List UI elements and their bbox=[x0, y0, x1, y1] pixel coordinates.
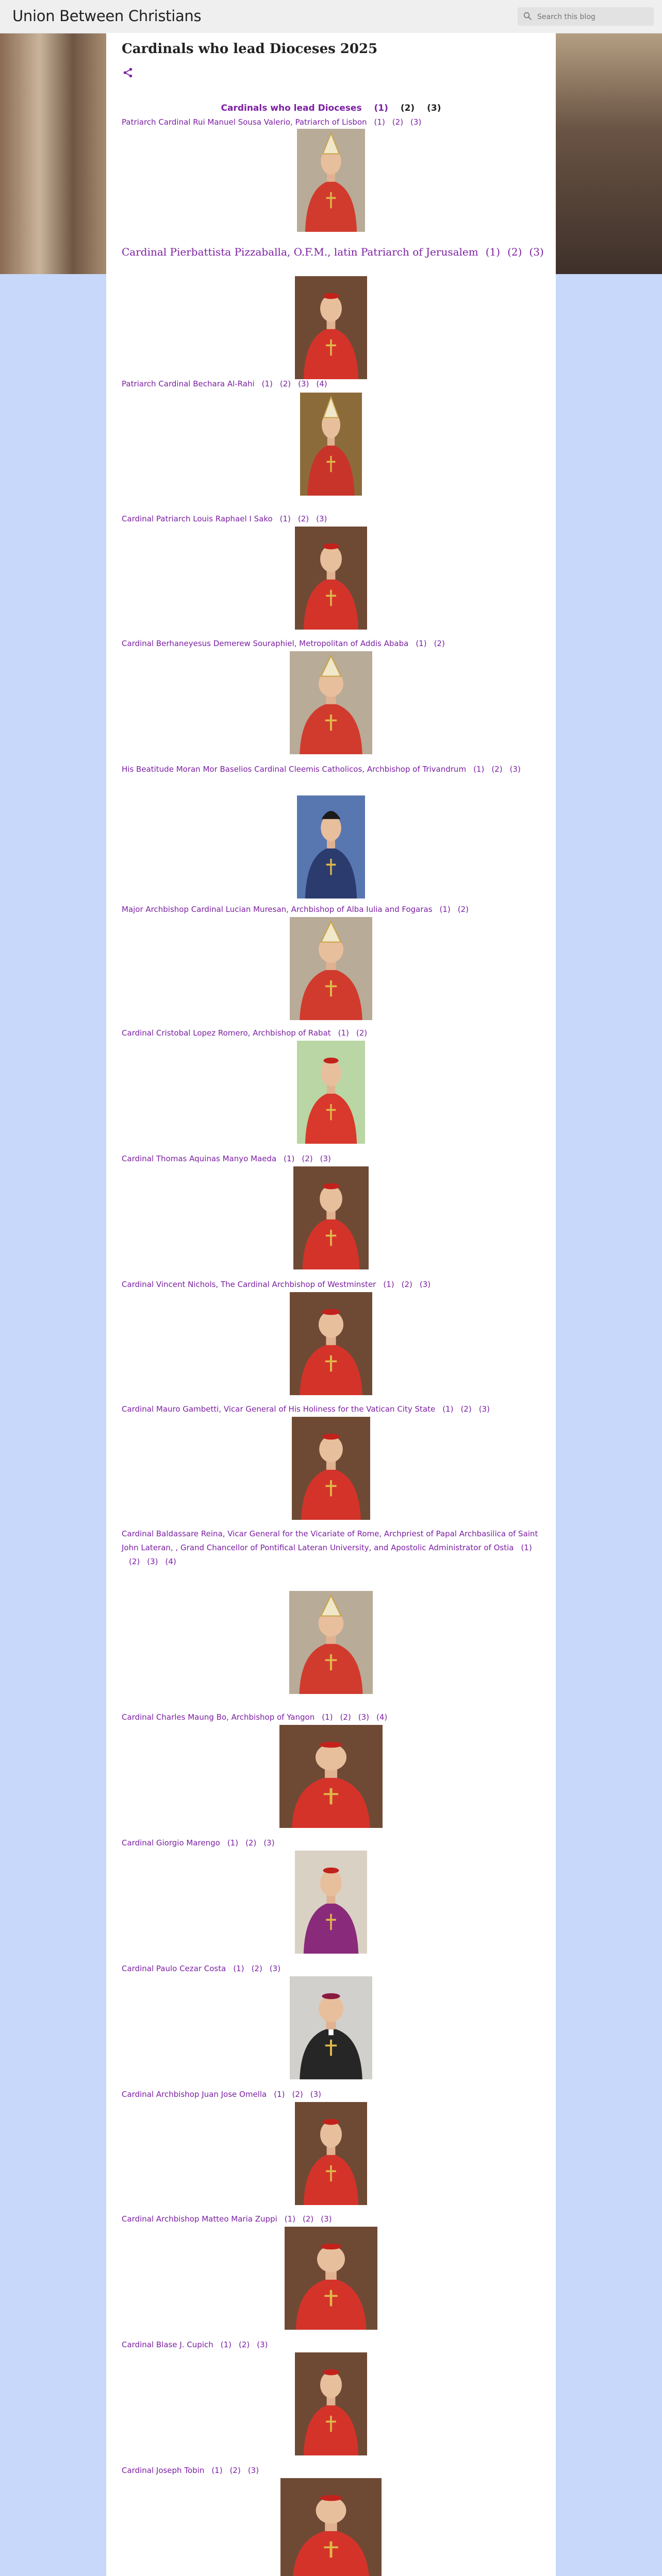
source-number-link[interactable]: (1) bbox=[485, 246, 501, 258]
source-number-link[interactable]: (3) bbox=[298, 379, 309, 388]
source-number-link[interactable]: (2) bbox=[302, 2214, 314, 2224]
source-links bbox=[315, 1713, 387, 1722]
source-number-link[interactable]: (2) bbox=[356, 1028, 368, 1038]
source-number-link[interactable]: (1) bbox=[322, 1713, 333, 1722]
source-number-link[interactable]: (3) bbox=[147, 1557, 158, 1566]
source-number-link[interactable]: (1) bbox=[521, 1543, 532, 1552]
source-number-link[interactable]: (1) bbox=[274, 2090, 285, 2099]
source-number-link[interactable]: (4) bbox=[165, 1557, 176, 1566]
cardinal-entry bbox=[122, 377, 544, 391]
source-number-link[interactable]: (2) bbox=[392, 117, 404, 127]
source-number-link[interactable]: (2) bbox=[457, 905, 469, 914]
cardinal-entry bbox=[122, 115, 544, 129]
cardinal-name-link[interactable]: Cardinal Archbishop Matteo Maria Zuppi bbox=[122, 2214, 277, 2224]
source-links bbox=[466, 765, 521, 774]
source-number-link[interactable]: (2) bbox=[292, 2090, 303, 2099]
source-number-link[interactable]: (3) bbox=[263, 1838, 275, 1848]
source-number-link[interactable]: (2) bbox=[507, 246, 522, 258]
heading-number-link[interactable]: (1) bbox=[374, 103, 388, 113]
source-links bbox=[276, 1154, 331, 1163]
cardinal-portrait-photo[interactable] bbox=[289, 1591, 373, 1694]
cardinal-portrait-photo[interactable] bbox=[295, 527, 367, 630]
heading-link[interactable]: Cardinals who lead Dioceses bbox=[221, 103, 362, 113]
source-number-link[interactable]: (2) bbox=[460, 1404, 472, 1414]
cardinal-name-link[interactable]: Major Archbishop Cardinal Lucian Muresan, Archbishop of Alba Iulia and Fogaras bbox=[122, 905, 433, 914]
cardinal-portrait-photo[interactable] bbox=[279, 1725, 383, 1828]
cardinal-entry bbox=[122, 2338, 544, 2352]
cardinal-portrait-photo[interactable] bbox=[290, 651, 372, 754]
source-number-link[interactable]: (1) bbox=[279, 514, 291, 523]
cardinal-name-link[interactable]: Patriarch Cardinal Rui Manuel Sousa Valerio, Patriarch of Lisbon bbox=[122, 117, 367, 127]
source-links bbox=[435, 1404, 490, 1414]
cardinal-entry bbox=[122, 637, 544, 651]
source-links bbox=[277, 2214, 332, 2224]
source-links bbox=[408, 639, 445, 648]
source-number-link[interactable]: (1) bbox=[442, 1404, 454, 1414]
cardinal-name-link[interactable]: Cardinal Vincent Nichols, The Cardinal Archbishop of Westminster bbox=[122, 1280, 376, 1289]
source-number-link[interactable]: (1) bbox=[383, 1280, 394, 1289]
source-number-link[interactable]: (2) bbox=[229, 2466, 241, 2475]
source-number-link[interactable]: (4) bbox=[316, 379, 327, 388]
source-number-link[interactable]: (1) bbox=[227, 1838, 239, 1848]
source-number-link[interactable]: (2) bbox=[251, 1964, 262, 1973]
source-number-link[interactable]: (4) bbox=[376, 1713, 388, 1722]
source-number-link[interactable]: (2) bbox=[239, 2340, 250, 2349]
source-links bbox=[331, 1028, 368, 1038]
search-box[interactable] bbox=[518, 7, 654, 26]
cardinal-name-link[interactable]: Cardinal Charles Maung Bo, Archbishop of Yangon bbox=[122, 1713, 315, 1722]
share-icon[interactable] bbox=[122, 67, 134, 78]
source-number-link[interactable]: (1) bbox=[416, 639, 427, 648]
cardinal-entry bbox=[122, 1402, 544, 1416]
cardinal-entry bbox=[122, 762, 544, 776]
source-number-link[interactable]: (1) bbox=[284, 1154, 295, 1163]
source-number-link[interactable]: (3) bbox=[410, 117, 422, 127]
cardinal-portrait-photo[interactable] bbox=[285, 2227, 377, 2330]
blog-title[interactable] bbox=[12, 7, 201, 25]
source-number-link[interactable]: (1) bbox=[439, 905, 451, 914]
search-icon[interactable] bbox=[523, 11, 532, 21]
post-container bbox=[106, 33, 556, 2576]
cardinal-entry bbox=[122, 1836, 544, 1850]
cardinal-portrait-photo[interactable] bbox=[297, 129, 365, 232]
cardinal-portrait-photo[interactable] bbox=[280, 2478, 382, 2576]
source-links bbox=[376, 1280, 431, 1289]
cardinal-portrait-photo[interactable] bbox=[290, 1292, 372, 1395]
source-number-link[interactable]: (2) bbox=[491, 765, 503, 774]
list-heading bbox=[106, 103, 556, 113]
cardinal-entry bbox=[122, 2464, 544, 2478]
source-number-link[interactable]: (2) bbox=[245, 1838, 257, 1848]
source-number-link[interactable]: (3) bbox=[316, 514, 327, 523]
source-number-link[interactable]: (2) bbox=[401, 1280, 412, 1289]
cardinal-entry bbox=[122, 1152, 544, 1166]
heading-number-link[interactable]: (2) bbox=[400, 103, 415, 113]
cardinal-name-link[interactable]: Cardinal Giorgio Marengo bbox=[122, 1838, 220, 1848]
cardinal-name-link[interactable]: Cardinal Blase J. Cupich bbox=[122, 2340, 213, 2349]
source-number-link[interactable]: (3) bbox=[247, 2466, 259, 2475]
cardinal-name-link[interactable]: Cardinal Baldassare Reina, Vicar General for the Vicariate of Rome, Archpriest of Papal Archbasilica of Saint John Lateran, , Grand Chancellor of Pontifical Lateran University, and Apostolic Administrator of Ostia bbox=[122, 1529, 538, 1552]
cardinal-portrait-photo[interactable] bbox=[297, 795, 365, 899]
cardinal-portrait-photo[interactable] bbox=[295, 2102, 367, 2205]
cardinal-entry bbox=[122, 1710, 544, 1724]
source-number-link[interactable]: (1) bbox=[261, 379, 273, 388]
source-links bbox=[478, 246, 544, 258]
source-links bbox=[273, 514, 327, 523]
cardinal-entry bbox=[122, 903, 544, 917]
cardinal-name-link[interactable]: Cardinal Cristobal Lopez Romero, Archbishop of Rabat bbox=[122, 1028, 331, 1038]
source-number-link[interactable]: (1) bbox=[338, 1028, 349, 1038]
cardinal-portrait-photo[interactable] bbox=[292, 1417, 370, 1520]
source-number-link[interactable]: (2) bbox=[340, 1713, 351, 1722]
heading-number-link[interactable]: (3) bbox=[427, 103, 441, 113]
cardinal-portrait-photo[interactable] bbox=[295, 1851, 367, 1954]
source-number-link[interactable]: (2) bbox=[297, 514, 309, 523]
source-number-link[interactable]: (2) bbox=[279, 379, 291, 388]
source-number-link[interactable]: (2) bbox=[434, 639, 445, 648]
source-number-link[interactable]: (3) bbox=[257, 2340, 268, 2349]
cardinal-entry bbox=[122, 2212, 544, 2226]
search-input[interactable] bbox=[536, 10, 652, 24]
cardinal-name-link[interactable]: Cardinal Patriarch Louis Raphael I Sako bbox=[122, 514, 273, 523]
source-links bbox=[220, 1838, 275, 1848]
source-links bbox=[255, 379, 327, 388]
source-number-link[interactable]: (1) bbox=[284, 2214, 295, 2224]
source-number-link[interactable]: (3) bbox=[320, 1154, 331, 1163]
cardinal-name-link[interactable]: Cardinal Pierbattista Pizzaballa, O.F.M., latin Patriarch of Jerusalem bbox=[122, 246, 478, 258]
cardinal-name-link[interactable]: Cardinal Thomas Aquinas Manyo Maeda bbox=[122, 1154, 277, 1163]
cardinal-entry bbox=[122, 1527, 544, 1569]
cardinal-portrait-photo[interactable] bbox=[290, 1976, 372, 2079]
cardinal-portrait-photo[interactable] bbox=[293, 1166, 369, 1269]
post-title: Cardinals who lead Dioceses 2025 bbox=[122, 41, 378, 57]
source-number-link[interactable]: (3) bbox=[310, 2090, 321, 2099]
source-links bbox=[367, 117, 422, 127]
source-number-link[interactable]: (1) bbox=[374, 117, 385, 127]
source-number-link[interactable]: (3) bbox=[529, 246, 544, 258]
cardinal-entry bbox=[122, 512, 544, 526]
cardinal-entry bbox=[122, 1278, 544, 1292]
cardinal-name-link[interactable]: Cardinal Archbishop Juan Jose Omella bbox=[122, 2090, 267, 2099]
source-number-link[interactable]: (1) bbox=[233, 1964, 244, 1973]
cardinal-entry bbox=[122, 245, 544, 259]
cardinal-name-link[interactable]: Cardinal Berhaneyesus Demerew Souraphiel, Metropolitan of Addis Ababa bbox=[122, 639, 409, 648]
source-links bbox=[226, 1964, 280, 1973]
source-number-link[interactable]: (3) bbox=[478, 1404, 490, 1414]
source-links bbox=[433, 905, 469, 914]
cardinal-entry bbox=[122, 2088, 544, 2102]
source-links bbox=[213, 2340, 268, 2349]
source-links bbox=[204, 2466, 259, 2475]
source-number-link[interactable]: (3) bbox=[321, 2214, 332, 2224]
cardinal-name-link[interactable]: Cardinal Mauro Gambetti, Vicar General of His Holiness for the Vatican City State bbox=[122, 1404, 436, 1414]
source-number-link[interactable]: (3) bbox=[269, 1964, 281, 1973]
source-number-link[interactable]: (3) bbox=[358, 1713, 369, 1722]
cardinal-name-link[interactable]: Patriarch Cardinal Bechara Al-Rahi bbox=[122, 379, 255, 388]
source-number-link[interactable]: (2) bbox=[129, 1557, 140, 1566]
cardinal-portrait-photo[interactable] bbox=[300, 393, 362, 496]
source-number-link[interactable]: (1) bbox=[211, 2466, 223, 2475]
source-number-link[interactable]: (3) bbox=[419, 1280, 431, 1289]
cardinal-portrait-photo[interactable] bbox=[295, 276, 367, 379]
source-number-link[interactable]: (3) bbox=[509, 765, 521, 774]
cardinal-portrait-photo[interactable] bbox=[295, 2352, 367, 2455]
cardinal-entry bbox=[122, 1026, 544, 1040]
blog-title-link[interactable]: Union Between Christians bbox=[12, 7, 202, 25]
cardinal-name-link[interactable]: His Beatitude Moran Mor Baselios Cardinal Cleemis Catholicos, Archbishop of Trivandrum bbox=[122, 765, 467, 774]
source-links bbox=[267, 2090, 321, 2099]
cardinal-name-link[interactable]: Cardinal Joseph Tobin bbox=[122, 2466, 205, 2475]
source-number-link[interactable]: (1) bbox=[473, 765, 485, 774]
cardinal-portrait-photo[interactable] bbox=[297, 1041, 365, 1144]
cardinal-entry bbox=[122, 1962, 544, 1976]
source-number-link[interactable]: (1) bbox=[220, 2340, 231, 2349]
source-number-link[interactable]: (2) bbox=[302, 1154, 313, 1163]
top-bar bbox=[0, 0, 662, 33]
cardinal-portrait-photo[interactable] bbox=[290, 917, 372, 1020]
cardinal-name-link[interactable]: Cardinal Paulo Cezar Costa bbox=[122, 1964, 226, 1973]
